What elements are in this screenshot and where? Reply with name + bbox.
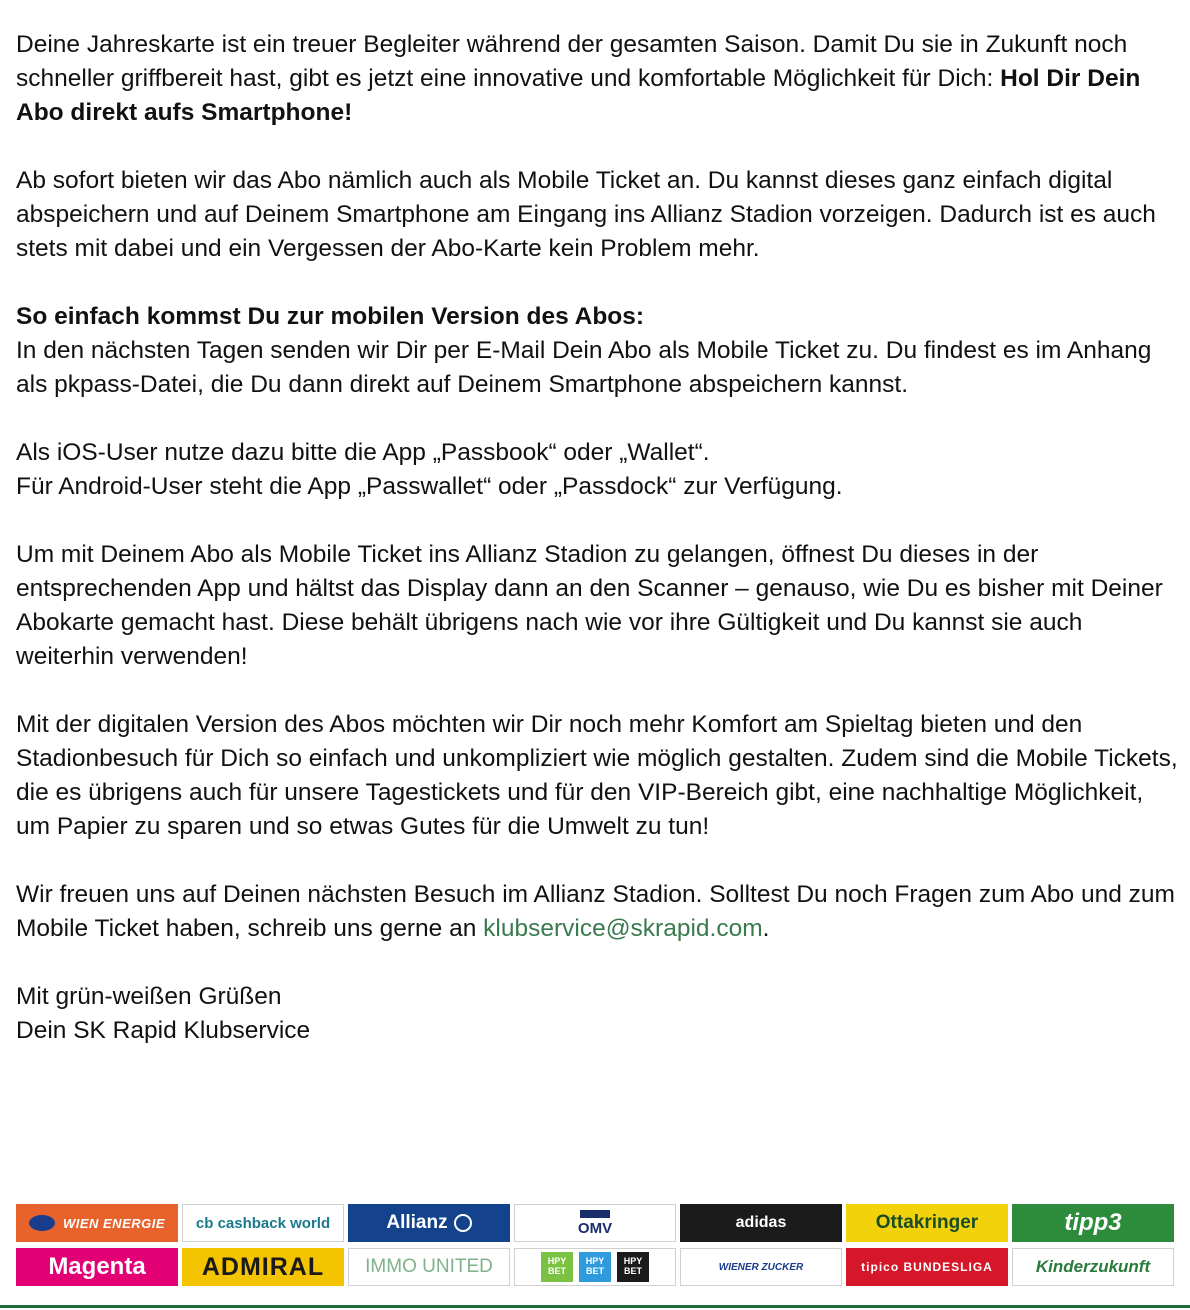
closing (16, 980, 1182, 1048)
contact-end: . (762, 915, 770, 942)
contact-text: Wir freuen uns auf Deinen nächsten Besuch im Allianz Stadion. Solltest Du noch Fragen zum Abo und zum Mobile Ticket haben, schreib uns gerne an (16, 881, 1175, 942)
apps-paragraph (16, 436, 1182, 504)
sponsor-logo-strip (16, 1204, 1176, 1288)
mobile-ticket-paragraph: Ab sofort bieten wir das Abo nämlich auch als Mobile Ticket an. Du kannst dieses ganz einfach digital abspeichern und auf Deinem Smartphone am Eingang ins Allianz Stadion vorzeigen. Dadurch ist es auch stets mit dabei und ein Vergessen der Abo-Karte kein Problem mehr. (16, 167, 1156, 262)
email-body (16, 28, 1182, 1048)
howto-heading: So einfach kommst Du zur mobilen Version des Abos: (16, 303, 645, 330)
intro-highlight: Hol Dir Dein Abo direkt aufs Smartphone! (16, 65, 1141, 126)
tipp3-logo[interactable]: tipp3 (1012, 1204, 1174, 1242)
comfort-paragraph: Mit der digitalen Version des Abos möchten wir Dir noch mehr Komfort am Spieltag bieten und den Stadionbesuch für Dich so einfach und unkompliziert wie möglich gestalten. Zudem sind die Mobile Tickets, die es übrigens auch für unsere Tagestickets und für den VIP-Bereich gibt, eine nachhaltige Möglichkeit, um Papier zu sparen und so etwas Gutes für die Umwelt zu tun! (16, 711, 1178, 840)
howto-text: In den nächsten Tagen senden wir Dir per E-Mail Dein Abo als Mobile Ticket zu. Du findest es im Anhang als pkpass-Datei, die Du dann direkt auf Deinem Smartphone abspeichern kannst. (16, 337, 1152, 398)
hpybet-logo[interactable]: HPY BET HPY BET HPY BET (514, 1248, 676, 1286)
allianz-logo[interactable]: Allianz (348, 1204, 510, 1242)
wiener-zucker-logo[interactable]: WIENER ZUCKER (680, 1248, 842, 1286)
contact-paragraph (16, 878, 1182, 946)
intro-text: Deine Jahreskarte ist ein treuer Begleiter während der gesamten Saison. Damit Du sie in Zukunft noch schneller griffbereit hast, gibt es jetzt eine innovative und komfortable Möglichkeit für Dich: (16, 31, 1128, 92)
android-apps-line: Für Android-User steht die App „Passwallet“ oder „Passdock“ zur Verfügung. (16, 473, 843, 500)
kinderzukunft-logo[interactable]: Kinderzukunft (1012, 1248, 1174, 1286)
stadium-entry-paragraph: Um mit Deinem Abo als Mobile Ticket ins Allianz Stadion zu gelangen, öffnest Du dieses in der entsprechenden App und hältst das Display dann an den Scanner – genauso, wie Du es bisher mit Deiner Abokarte gemacht hast. Diese behält übrigens nach wie vor ihre Gültigkeit und Du kannst sie auch weiterhin verwenden! (16, 541, 1163, 670)
howto-paragraph (16, 300, 1182, 402)
cashback-world-logo[interactable]: cb cashback world (182, 1204, 344, 1242)
closing-greeting: Mit grün-weißen Grüßen (16, 983, 282, 1010)
klubservice-email-link[interactable]: klubservice@skrapid.com (483, 915, 763, 942)
bundesliga-logo[interactable]: tipico BUNDESLIGA (846, 1248, 1008, 1286)
closing-signature: Dein SK Rapid Klubservice (16, 1017, 311, 1044)
ios-apps-line: Als iOS-User nutze dazu bitte die App „Passbook“ oder „Wallet“. (16, 439, 710, 466)
magenta-logo[interactable]: Magenta (16, 1248, 178, 1286)
admiral-logo[interactable]: ADMIRAL (182, 1248, 344, 1286)
ottakringer-logo[interactable]: Ottakringer (846, 1204, 1008, 1242)
wien-energie-logo[interactable]: WIEN ENERGIE (16, 1204, 178, 1242)
intro-paragraph (16, 28, 1182, 130)
omv-logo[interactable]: OMV (514, 1204, 676, 1242)
immo-united-logo[interactable]: IMMO UNITED (348, 1248, 510, 1286)
adidas-logo[interactable]: adidas (680, 1204, 842, 1242)
footer-divider (0, 1305, 1190, 1308)
